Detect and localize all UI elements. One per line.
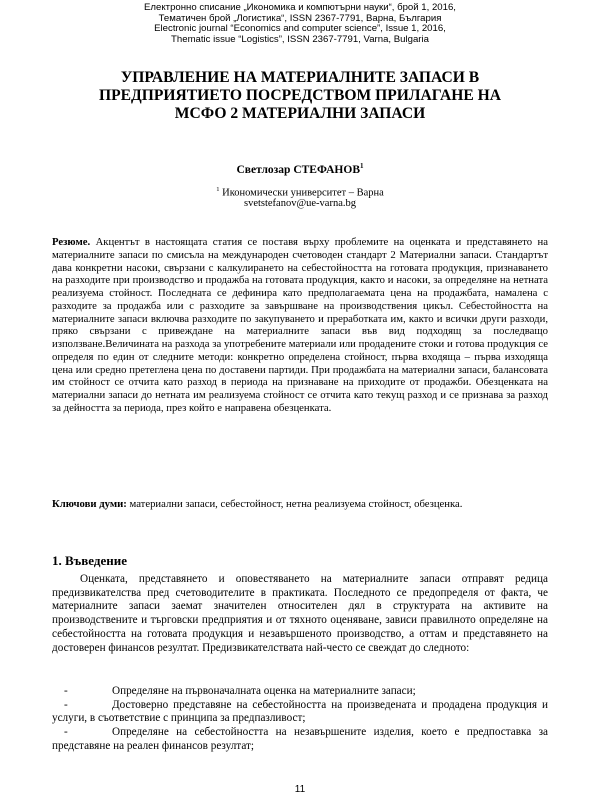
list-item — [52, 726, 548, 753]
list-item — [52, 699, 548, 726]
affiliation-text: Икономически университет – Варна — [222, 187, 384, 199]
bullet-text: Достоверно представяне на себестойността на произведената и продадена продукция и услуги, в съответствие с принципа за предпазливост; — [52, 698, 548, 725]
keywords-text: материални запаси, себестойност, нетна реализуема стойност, обезценка. — [129, 498, 463, 510]
list-item — [52, 685, 548, 699]
abstract-label: Резюме. — [52, 236, 91, 248]
page-number: 11 — [294, 784, 306, 795]
keywords — [52, 498, 548, 511]
bullet-text: Определяне на себестойността на незавършените изделия, което е предпоставка за представяне на реален финансов резултат; — [52, 726, 548, 752]
bullet-dash: - — [64, 726, 68, 739]
abstract-text: Акцентът в настоящата статия се поставя върху проблемите на оценката и представянето на материалните запаси по смисъла на международен счетоводен стандарт 2 Материални запаси. Стандартът дава конкретни насоки, свързани с калкулирането на себестойността на готовата продукция, признаването на разходите при производство и продажба на готовата продукция, както и насоки, за определяне на нетната реализуема стойност. Последната се дефинира като предполагаемата цена на продажбата, намалена с разходите за продажба или с разходите за завършване на производствения цикъл. Себестойността на материалните запаси включва разходите по закупуването и преработката им, както и всички други разходи, пряко свързани с привеждане на материалните запаси във вид подходящ за последващо използване.Величината на разхода за употребените материали или продадените стоки и готова продукция се определя по един от следните методи: конкретно определена стойност, първа входяща – първа изходяща цена или средно претеглена цена по доставени партиди. При продажбата на материални запаси, балансовата им стойност се отчита като разход в периода на признаване на приходите от продажби. Обезценката на материални запаси до нетната им реализуема стойност се отчита като текущ разход и се признава за разход за дейността за периода, през който е направена обезценката. — [52, 236, 548, 414]
author-name — [0, 162, 600, 176]
affiliation-sup: 1 — [216, 186, 220, 193]
title-line: УПРАВЛЕНИЕ НА МАТЕРИАЛНИТЕ ЗАПАСИ В — [120, 69, 480, 86]
author-email: svetstefanov@ue-varna.bg — [243, 198, 356, 209]
journal-header-line: Тематичен брой „Логистика“, ISSN 2367-7791, Варна, България — [158, 12, 442, 24]
paper-title — [40, 69, 560, 123]
author-name-text: Светлозар СТЕФАНОВ — [236, 163, 360, 176]
author-sup: 1 — [360, 162, 364, 170]
section-heading: 1. Въведение — [52, 553, 127, 568]
bullet-text: Определяне на първоначалната оценка на материалните запаси; — [112, 685, 416, 697]
bullet-list — [52, 685, 548, 754]
body-paragraph: Оценката, представянето и оповестяването на материалните запаси отправят редица предизвикателства пред счетоводителите в практиката. Последното се предопределя от факта, че материалните запаси заемат значителен относителен дял в структурата на активите на производствените и търговски предприятия и от тяхното оценяване, зависи правилното определяне на себестойността на готовата продукция и незавършеното производство, а оттам и представянето на достоверен финансов резултат. Предизвикателствата най-често се свеждат до следното: — [52, 573, 548, 654]
journal-header-line: Електронно списание „Икономика и компютърни науки“, брой 1, 2016, — [144, 2, 456, 13]
abstract — [52, 236, 548, 415]
journal-header-line: Thematic issue “Logistics”, ISSN 2367-7791, Varna, Bulgaria — [171, 33, 429, 45]
journal-header — [0, 3, 600, 45]
bullet-dash: - — [64, 685, 68, 697]
bullet-dash: - — [64, 698, 68, 711]
journal-header-line: Electronic journal “Economics and computer science”, Issue 1, 2016, — [154, 23, 446, 35]
title-line: МСФО 2 МАТЕРИАЛНИ ЗАПАСИ — [174, 105, 426, 122]
title-line: ПРЕДПРИЯТИЕТО ПОСРЕДСТВОМ ПРИЛАГАНЕ НА — [98, 87, 502, 104]
keywords-label: Ключови думи: — [52, 498, 127, 510]
